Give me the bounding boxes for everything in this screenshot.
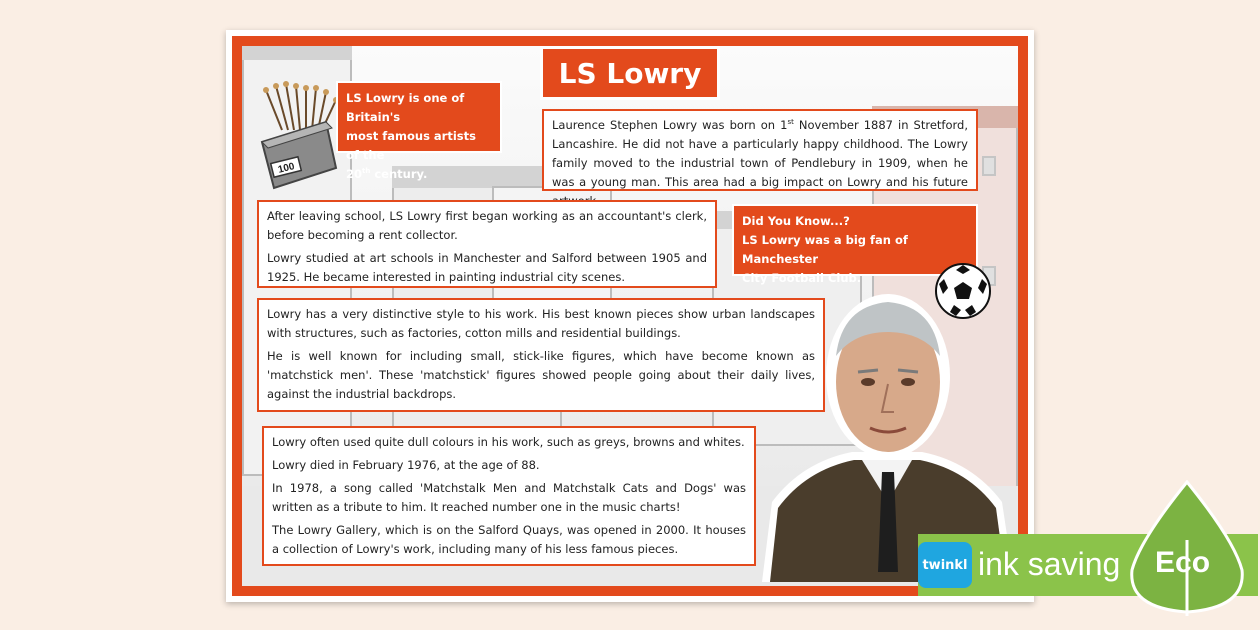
ink-saving-label: ink saving [978,546,1121,582]
career-paragraph: After leaving school, LS Lowry first began working as an accountant's clerk, before becoming a rent collector. [267,209,707,242]
did-you-know-line-1: LS Lowry was a big fan of Manchester [742,233,908,266]
pencil-cup-illustration [252,80,344,190]
fact-item: Lowry died in February 1976, at the age of 88. [272,458,540,472]
fact-item: Lowry often used quite dull colours in his work, such as greys, browns and whites. [272,435,745,449]
fact-file-poster [232,36,1028,596]
style-box [257,298,825,412]
style-paragraph: He is well known for including small, stick-like figures, which have become known as 'matchstick men'. These 'matchstick' figures showed people going about their daily lives, against the industrial backdrops. [267,349,815,401]
biography-text: Laurence Stephen Lowry was born on 1st November 1887 in Stretford, Lancashire. He did not have a particularly happy childhood. The Lowry family moved to the industrial town of Pendlebury in 1909, when he was a young man. This area had a big impact on Lowry and his future [552,118,968,189]
intro-callout [336,81,502,181]
twinkl-logo: twinkl [918,542,972,588]
intro-line-3: 20th century. [346,167,428,181]
title-banner [540,46,720,100]
did-you-know-heading: Did You Know...? [742,214,850,228]
career-box [257,200,717,288]
eco-label: Eco [1155,546,1211,579]
fact-item: The Lowry Gallery, which is on the Salford Quays, was opened in 2000. It houses a collection of Lowry's work, including many of his less famous pieces. [272,523,746,556]
biography-box [542,109,978,191]
intro-line-2: most famous artists of the [346,129,476,162]
fact-item: In 1978, a song called 'Matchstalk Men and Matchstalk Cats and Dogs' was written as a tribute to him. It reached number one in the music charts! [272,481,746,514]
intro-line-1: LS Lowry is one of Britain's [346,91,465,124]
did-you-know-line-2: City Football Club. [742,271,862,285]
style-paragraph: Lowry has a very distinctive style to his work. His best known pieces show urban landscapes with structures, such as factories, cotton mills and residential buildings. [267,307,815,340]
facts-box [262,426,756,566]
pencil-cup-label: 100 [276,161,296,176]
page-title: LS Lowry [558,56,702,90]
career-paragraph: Lowry studied at art schools in Manchester and Salford between 1905 and 1925. He became interested in painting industrial city scenes. [267,251,707,284]
